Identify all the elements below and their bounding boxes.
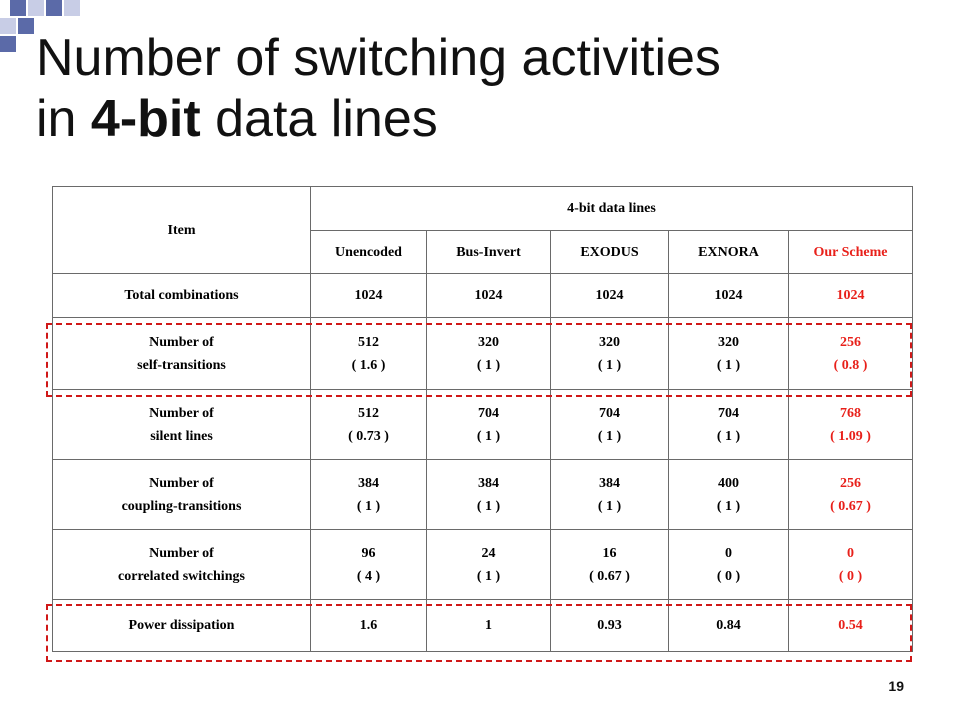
cell-ratio: ( 4 ) [356,568,381,584]
deco-square [28,0,44,16]
cell-ratio: ( 0.73 ) [348,428,389,444]
row-label-line: Number of [149,405,214,421]
row-label [53,530,311,600]
cell-value: 384 [478,475,499,491]
cell-value: 256 [840,334,861,350]
table-cell [789,318,913,390]
row-label-line: Total combinations [124,288,239,303]
cell-ratio: ( 1.09 ) [830,428,871,444]
cell-value: 400 [718,475,739,491]
cell-value: 704 [599,405,620,421]
column-header: Our Scheme [789,231,913,274]
header-row-1 [53,187,913,231]
table-cell [311,318,427,390]
row-label-line: coupling-transitions [121,498,242,514]
title-line-2-bold: 4-bit [90,90,201,148]
cell-value: 16 [602,545,617,561]
deco-square [10,0,26,16]
table-cell [789,530,913,600]
table-row [53,390,913,460]
row-label-line: Power dissipation [128,618,235,633]
table-row [53,600,913,652]
page-number: 19 [888,678,904,694]
row-label [53,390,311,460]
cell-value: 0.93 [597,618,622,633]
table-cell [789,274,913,318]
row-label-line: silent lines [150,428,213,444]
cell-value: 512 [358,334,379,350]
table-cell [427,460,551,530]
deco-square [0,36,16,52]
table-cell [551,600,669,652]
table-cell [551,274,669,318]
table-cell [789,600,913,652]
table-cell [311,600,427,652]
table-cell [669,460,789,530]
cell-ratio: ( 1 ) [716,498,741,514]
item-header: Item [53,187,311,274]
deco-square [0,18,16,34]
cell-value: 512 [358,405,379,421]
table-cell [427,530,551,600]
cell-ratio: ( 1 ) [476,568,501,584]
table-cell [311,460,427,530]
deco-square [46,0,62,16]
cell-value: 0.84 [716,618,741,633]
cell-ratio: ( 1 ) [716,428,741,444]
table-row [53,460,913,530]
title-line-2-prefix: in [36,90,91,148]
deco-square [64,0,80,16]
cell-value: 1024 [714,288,743,303]
table-cell [551,460,669,530]
cell-ratio: ( 1.6 ) [351,357,386,373]
table-cell [789,460,913,530]
cell-value: 256 [840,475,861,491]
row-label-line: correlated switchings [118,568,245,584]
cell-ratio: ( 0 ) [838,568,863,584]
cell-ratio: ( 1 ) [597,498,622,514]
column-header: Bus-Invert [427,231,551,274]
title-line-2-suffix: data lines [200,90,438,148]
cell-value: 384 [358,475,379,491]
cell-value: 1024 [595,288,624,303]
cell-value: 320 [718,334,739,350]
table-cell [669,530,789,600]
cell-ratio: ( 0.8 ) [833,357,868,373]
column-header: EXNORA [669,231,789,274]
cell-ratio: ( 1 ) [476,498,501,514]
cell-value: 0.54 [838,618,863,633]
table-row [53,530,913,600]
table-cell [427,318,551,390]
cell-value: 384 [599,475,620,491]
title-line-2 [36,89,936,150]
cell-value: 704 [718,405,739,421]
cell-value: 704 [478,405,499,421]
table-cell [427,390,551,460]
table-cell [551,530,669,600]
row-label [53,600,311,652]
cell-ratio: ( 1 ) [597,428,622,444]
cell-value: 1024 [474,288,503,303]
row-label-line: Number of [149,475,214,491]
table-cell [789,390,913,460]
row-label [53,460,311,530]
cell-value: 1 [485,618,492,633]
row-label [53,274,311,318]
cell-ratio: ( 1 ) [356,498,381,514]
cell-ratio: ( 1 ) [716,357,741,373]
table-cell [311,390,427,460]
cell-value: 96 [361,545,376,561]
cell-ratio: ( 1 ) [476,357,501,373]
table-cell [669,390,789,460]
table-body [53,274,913,652]
table-cell [669,274,789,318]
table-cell [311,274,427,318]
table-cell [427,274,551,318]
switching-activity-table [52,186,913,652]
title-line-1: Number of switching activities [36,29,721,87]
row-label-line: Number of [149,334,214,350]
cell-ratio: ( 1 ) [597,357,622,373]
cell-value: 1024 [836,288,865,303]
cell-value: 0 [725,545,732,561]
cell-value: 24 [481,545,496,561]
cell-value: 320 [599,334,620,350]
row-label [53,318,311,390]
slide-title [36,28,936,150]
cell-value: 1.6 [359,618,378,633]
table-cell [551,318,669,390]
column-header: EXODUS [551,231,669,274]
table-cell [669,318,789,390]
column-header: Unencoded [311,231,427,274]
group-header: 4-bit data lines [311,187,913,231]
table-cell [427,600,551,652]
cell-value: 1024 [354,288,383,303]
deco-square [18,18,34,34]
table-row [53,318,913,390]
table-cell [311,530,427,600]
cell-ratio: ( 0 ) [716,568,741,584]
row-label-line: self-transitions [137,357,226,373]
table-row [53,274,913,318]
cell-ratio: ( 0.67 ) [589,568,630,584]
cell-value: 320 [478,334,499,350]
cell-ratio: ( 0.67 ) [830,498,871,514]
row-label-line: Number of [149,545,214,561]
cell-ratio: ( 1 ) [476,428,501,444]
cell-value: 768 [840,405,861,421]
cell-value: 0 [847,545,854,561]
table-cell [669,600,789,652]
table-cell [551,390,669,460]
